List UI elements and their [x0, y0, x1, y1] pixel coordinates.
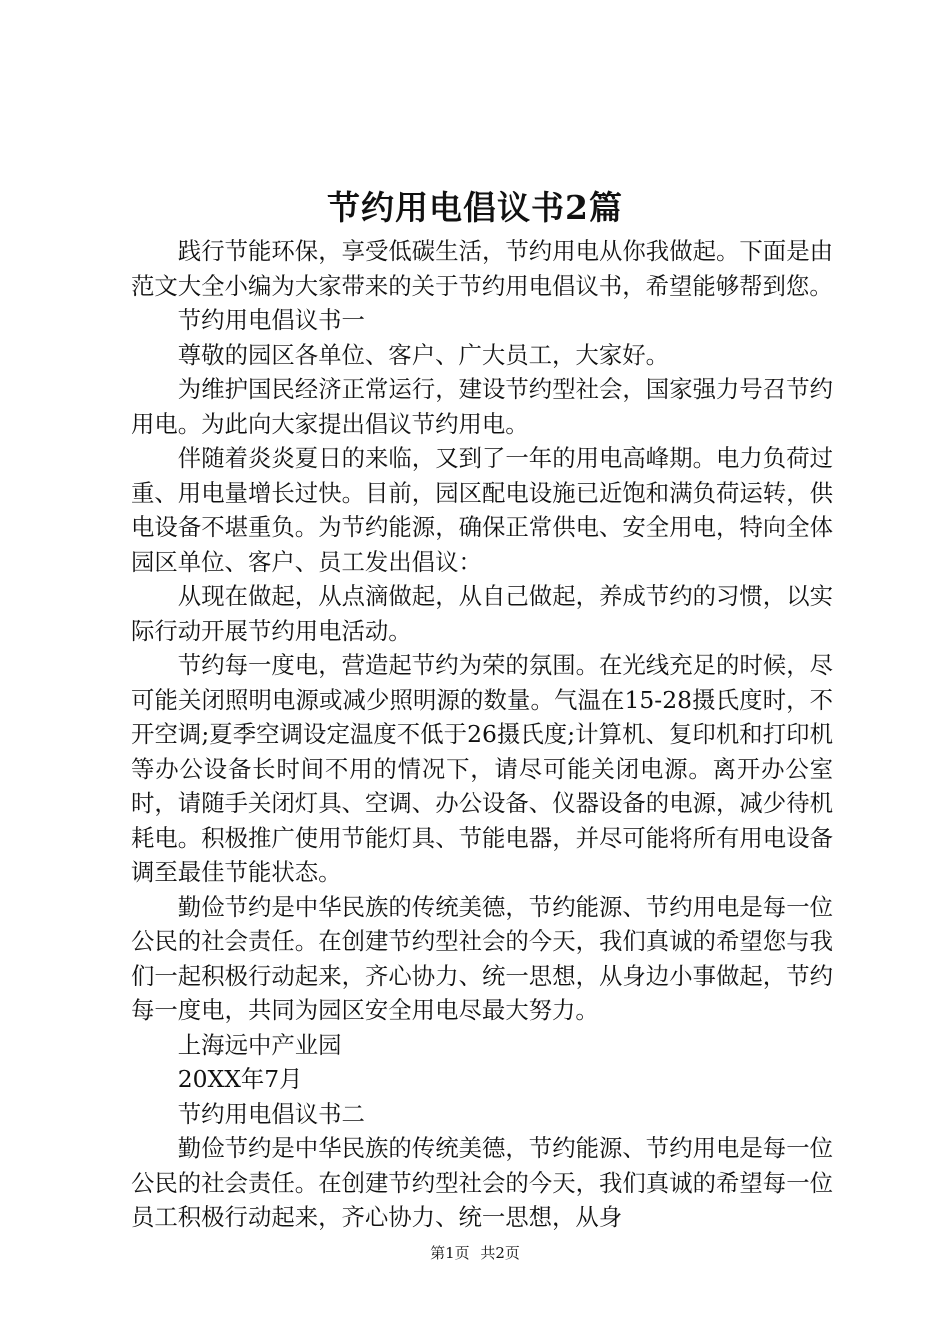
- document-title: 节约用电倡议书2篇: [327, 188, 623, 227]
- paragraph-measures: 节约每一度电，营造起节约为荣的氛围。在光线充足的时候，尽可能关闭照明电源或减少照明源的数量。气温在15-28摄氏度时，不开空调;夏季空调设定温度不低于26摄氏度;计算机、复印机和打印机等办公设备长时间不用的情况下，请尽可能关闭电源。离开办公室时，请随手关闭灯具、空调、办公设备、仪器设备的电源，减少待机耗电。积极推广使用节能灯具、节能电器，并尽可能将所有用电设备调至最佳节能状态。: [131, 651, 833, 886]
- paragraph-purpose: 为维护国民经济正常运行，建设节约型社会，国家强力号召节约用电。为此向大家提出倡议节约用电。: [131, 375, 833, 438]
- paragraph-background: 伴随着炎炎夏日的来临，又到了一年的用电高峰期。电力负荷过重、用电量增长过快。目前，园区配电设施已近饱和满负荷运转，供电设备不堪重负。为节约能源，确保正常供电、安全用电，特向全体园区单位、客户、员工发出倡议：: [131, 444, 833, 576]
- signature-organization: 上海远中产业园: [177, 1030, 342, 1059]
- document-body: [131, 234, 833, 1235]
- section-heading-two: 节约用电倡议书二: [177, 1099, 365, 1128]
- section-heading-one: 节约用电倡议书一: [177, 306, 365, 334]
- paragraph-start-now: 从现在做起，从点滴做起，从自己做起，养成节约的习惯，以实际行动开展节约用电活动。: [131, 582, 833, 645]
- paragraph-section-two: 勤俭节约是中华民族的传统美德，节约能源、节约用电是每一位公民的社会责任。在创建节约型社会的今天，我们真诚的希望每一位员工积极行动起来，齐心协力、统一思想，从身: [131, 1134, 833, 1231]
- paragraph-intro: 践行节能环保，享受低碳生活，节约用电从你我做起。下面是由范文大全小编为大家带来的关于节约用电倡议书，希望能够帮到您。: [131, 237, 833, 300]
- paragraph-salutation: 尊敬的园区各单位、客户、广大员工，大家好。: [177, 340, 669, 369]
- page-footer: 第1页 共2页: [430, 1244, 520, 1262]
- paragraph-appeal: 勤俭节约是中华民族的传统美德，节约能源、节约用电是每一位公民的社会责任。在创建节约型社会的今天，我们真诚的希望您与我们一起积极行动起来，齐心协力、统一思想，从身边小事做起，节约每一度电，共同为园区安全用电尽最大努力。: [131, 892, 833, 1024]
- signature-date: 20XX年7月: [177, 1065, 303, 1093]
